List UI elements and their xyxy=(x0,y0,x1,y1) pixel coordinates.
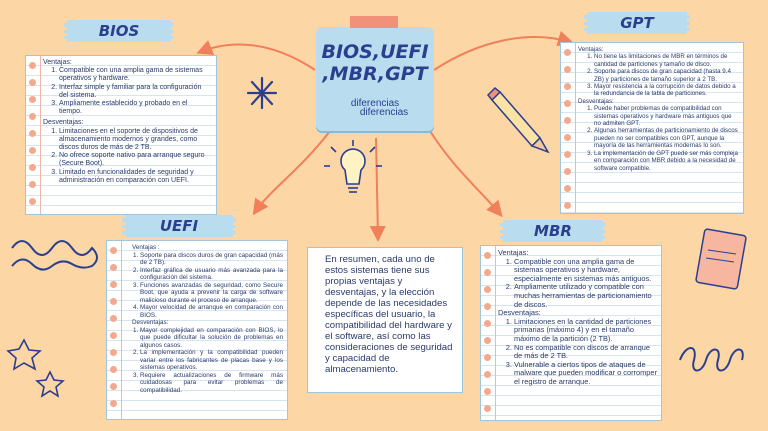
gpt-text xyxy=(578,46,739,172)
hole-punch xyxy=(110,383,117,390)
loops-right-decoration xyxy=(680,348,743,371)
uefi-desventajas-list xyxy=(124,327,283,395)
summary-card xyxy=(307,247,463,393)
hole-punch xyxy=(564,202,571,209)
list-item: 1. No tiene las limitaciones de MBR en términos de cantidad de particiones y tamaño de disco. xyxy=(594,53,739,68)
bios-tag: BIOS xyxy=(64,20,174,42)
list-item: 4. Mayor velocidad de arranque en comparación con BIOS. xyxy=(140,304,283,319)
page-title: BIOS,UEFI ,MBR,GPT xyxy=(321,41,429,85)
hole-punch xyxy=(29,198,36,205)
bios-note xyxy=(25,55,217,215)
bios-ventajas-label: Ventajas: xyxy=(43,59,72,66)
list-item: 3. Vulnerable a ciertos tipos de ataques de malware que pueden modificar o corromper el registro de arranque. xyxy=(514,361,657,387)
hole-punch xyxy=(564,117,571,124)
list-item: 3. La implementación de GPT puede ser más compleja en comparación con MBR debido a la necesidad de software compatible. xyxy=(594,150,739,172)
hole-punch xyxy=(564,168,571,175)
arrow-to-mbr xyxy=(430,131,500,214)
arrow-to-summary xyxy=(376,138,378,238)
mbr-note xyxy=(480,245,662,421)
note-holes xyxy=(107,241,122,419)
mbr-text xyxy=(498,249,657,387)
gpt-desventajas-list xyxy=(578,105,739,172)
hole-punch xyxy=(484,337,491,344)
lightbulb-icon xyxy=(324,140,382,192)
hole-punch xyxy=(110,349,117,356)
hole-punch xyxy=(564,134,571,141)
hole-punch xyxy=(564,100,571,107)
hole-punch xyxy=(110,332,117,339)
hole-punch xyxy=(110,298,117,305)
pencil-icon xyxy=(488,88,548,152)
list-item: 3. Ampliamente establecido y probado en el tiempo. xyxy=(59,100,212,116)
hole-punch xyxy=(484,405,491,412)
hole-punch xyxy=(29,164,36,171)
hole-punch xyxy=(564,83,571,90)
hole-punch xyxy=(110,315,117,322)
hole-punch xyxy=(484,388,491,395)
hole-punch xyxy=(29,147,36,154)
arrow-to-bios xyxy=(200,45,315,70)
list-item: 3. Requiere actualizaciones de firmware más cuidadosas para evitar problemas de compatibilidad. xyxy=(140,372,283,395)
subtitle-line-1: diferencias xyxy=(350,98,400,109)
list-item: 1. Compatible con una amplia gama de sistemas operativos y hardware. xyxy=(59,67,212,83)
hole-punch xyxy=(29,96,36,103)
bios-text xyxy=(43,59,212,185)
hole-punch xyxy=(564,185,571,192)
gpt-ventajas-label: Ventajas: xyxy=(578,46,604,53)
list-item: 2. Ampliamente utilizado y compatible con muchas herramientas de particionamiento de discos. xyxy=(514,283,657,309)
hole-punch xyxy=(484,286,491,293)
subtitle-line-2: diferencias xyxy=(359,107,409,118)
gpt-note xyxy=(560,42,744,214)
bios-desventajas-label: Desventajas: xyxy=(43,119,84,127)
hole-punch xyxy=(29,79,36,86)
uefi-note xyxy=(106,240,288,420)
uefi-desventajas-label: Desventajas: xyxy=(132,319,169,326)
hole-punch xyxy=(484,252,491,259)
bios-desventajas-list xyxy=(43,128,212,185)
note-holes xyxy=(481,246,496,420)
list-item: 2. Interfaz gráfica de usuario más avanzada para la configuración del sistema. xyxy=(140,267,283,282)
star-burst-icon xyxy=(248,78,276,108)
list-item: 1. Soporte para discos duros de gran capacidad (más de 2 TB). xyxy=(140,252,283,267)
hole-punch xyxy=(484,269,491,276)
mbr-desventajas-list xyxy=(498,318,657,387)
list-item: 3. Funciones avanzadas de seguridad, como Secure Boot, que ayuda a prevenir la carga de software malicioso durante el proceso de arranque. xyxy=(140,282,283,305)
hole-punch xyxy=(110,247,117,254)
list-item: 2. No ofrece soporte nativo para arranque seguro (Secure Boot). xyxy=(59,152,212,168)
mbr-ventajas-label: Ventajas: xyxy=(498,248,529,257)
note-holes xyxy=(26,56,41,214)
hole-punch xyxy=(484,371,491,378)
doodle-stars xyxy=(8,340,63,396)
uefi-ventajas-label: Ventajas : xyxy=(132,244,160,251)
hole-punch xyxy=(29,113,36,120)
note-holes xyxy=(561,43,576,213)
title-clip xyxy=(350,16,398,28)
arrow-to-gpt xyxy=(434,37,570,70)
hole-punch xyxy=(110,366,117,373)
list-item: 3. Mayor resistencia a la corrupción de datos debido a la redundancia de la tabla de particiones. xyxy=(594,83,739,98)
hole-punch xyxy=(564,151,571,158)
mbr-ventajas-list xyxy=(498,258,657,310)
list-item: 3. Limitado en funcionalidades de seguridad y administración en comparación con UEFI. xyxy=(59,169,212,185)
hole-punch xyxy=(564,49,571,56)
summary-text: En resumen, cada uno de estos sistemas tiene sus propias ventajas y desventajas, y la elección depende de las necesidades específicas del usuario, la compatibilidad del hardware y el software, así como las consideraciones de seguridad y capacidad de almacenamiento. xyxy=(325,254,453,375)
hole-punch xyxy=(110,264,117,271)
arrow-to-uefi xyxy=(255,131,330,212)
hole-punch xyxy=(110,281,117,288)
hole-punch xyxy=(29,181,36,188)
list-item: 2. No es compatible con discos de arranque de más de 2 TB. xyxy=(514,344,657,361)
mbr-desventajas-label: Desventajas: xyxy=(498,308,541,318)
list-item: 2. Algunas herramientas de particionamiento de discos pueden no ser compatibles con GPT, aunque la mayoría de las herramientas modernas lo son. xyxy=(594,127,739,149)
list-item: 2. Interfaz simple y familiar para la configuración del sistema. xyxy=(59,84,212,100)
list-item: 2. Soporte para discos de gran capacidad (hasta 9.4 ZB) y particiones de tamaño superior a 2 TB. xyxy=(594,68,739,83)
hole-punch xyxy=(484,320,491,327)
uefi-text xyxy=(124,244,283,394)
gpt-ventajas-list xyxy=(578,53,739,97)
page-subtitle xyxy=(324,99,426,117)
hole-punch xyxy=(110,400,117,407)
hole-punch xyxy=(564,66,571,73)
hole-punch xyxy=(484,354,491,361)
title-card xyxy=(316,27,434,131)
uefi-tag: UEFI xyxy=(122,215,236,237)
list-item: 2. La implementación y la compatibilidad pueden variar entre los fabricantes de placas base y los sistemas operativos. xyxy=(140,349,283,372)
hole-punch xyxy=(29,62,36,69)
gpt-desventajas-label: Desventajas: xyxy=(578,97,614,105)
list-item: 1. Mayor complejidad en comparación con BIOS, lo que puede dificultar la solución de problemas en algunos casos. xyxy=(140,327,283,350)
mbr-tag: MBR xyxy=(500,220,606,242)
squiggle-left-decoration xyxy=(12,241,97,270)
gpt-tag: GPT xyxy=(584,12,690,34)
list-item: 1. Puede haber problemas de compatibilidad con sistemas operativos y hardware más antiguos que no admiten GPT. xyxy=(594,105,739,127)
list-item: 1. Limitaciones en el soporte de dispositivos de almacenamiento modernos y grandes, como discos duros de más de 2 TB. xyxy=(59,128,212,153)
bios-ventajas-list xyxy=(43,67,212,116)
uefi-ventajas-list xyxy=(124,252,283,320)
hole-punch xyxy=(29,130,36,137)
hole-punch xyxy=(484,303,491,310)
list-item: 1. Compatible con una amplia gama de sistemas operativos y hardware, especialmente en sistemas más antiguos. xyxy=(514,258,657,284)
notebook-icon xyxy=(696,229,747,289)
list-item: 1. Limitaciones en la cantidad de particiones primarias (máximo 4) y en el tamaño máximo de la partición (2 TB). xyxy=(514,318,657,344)
